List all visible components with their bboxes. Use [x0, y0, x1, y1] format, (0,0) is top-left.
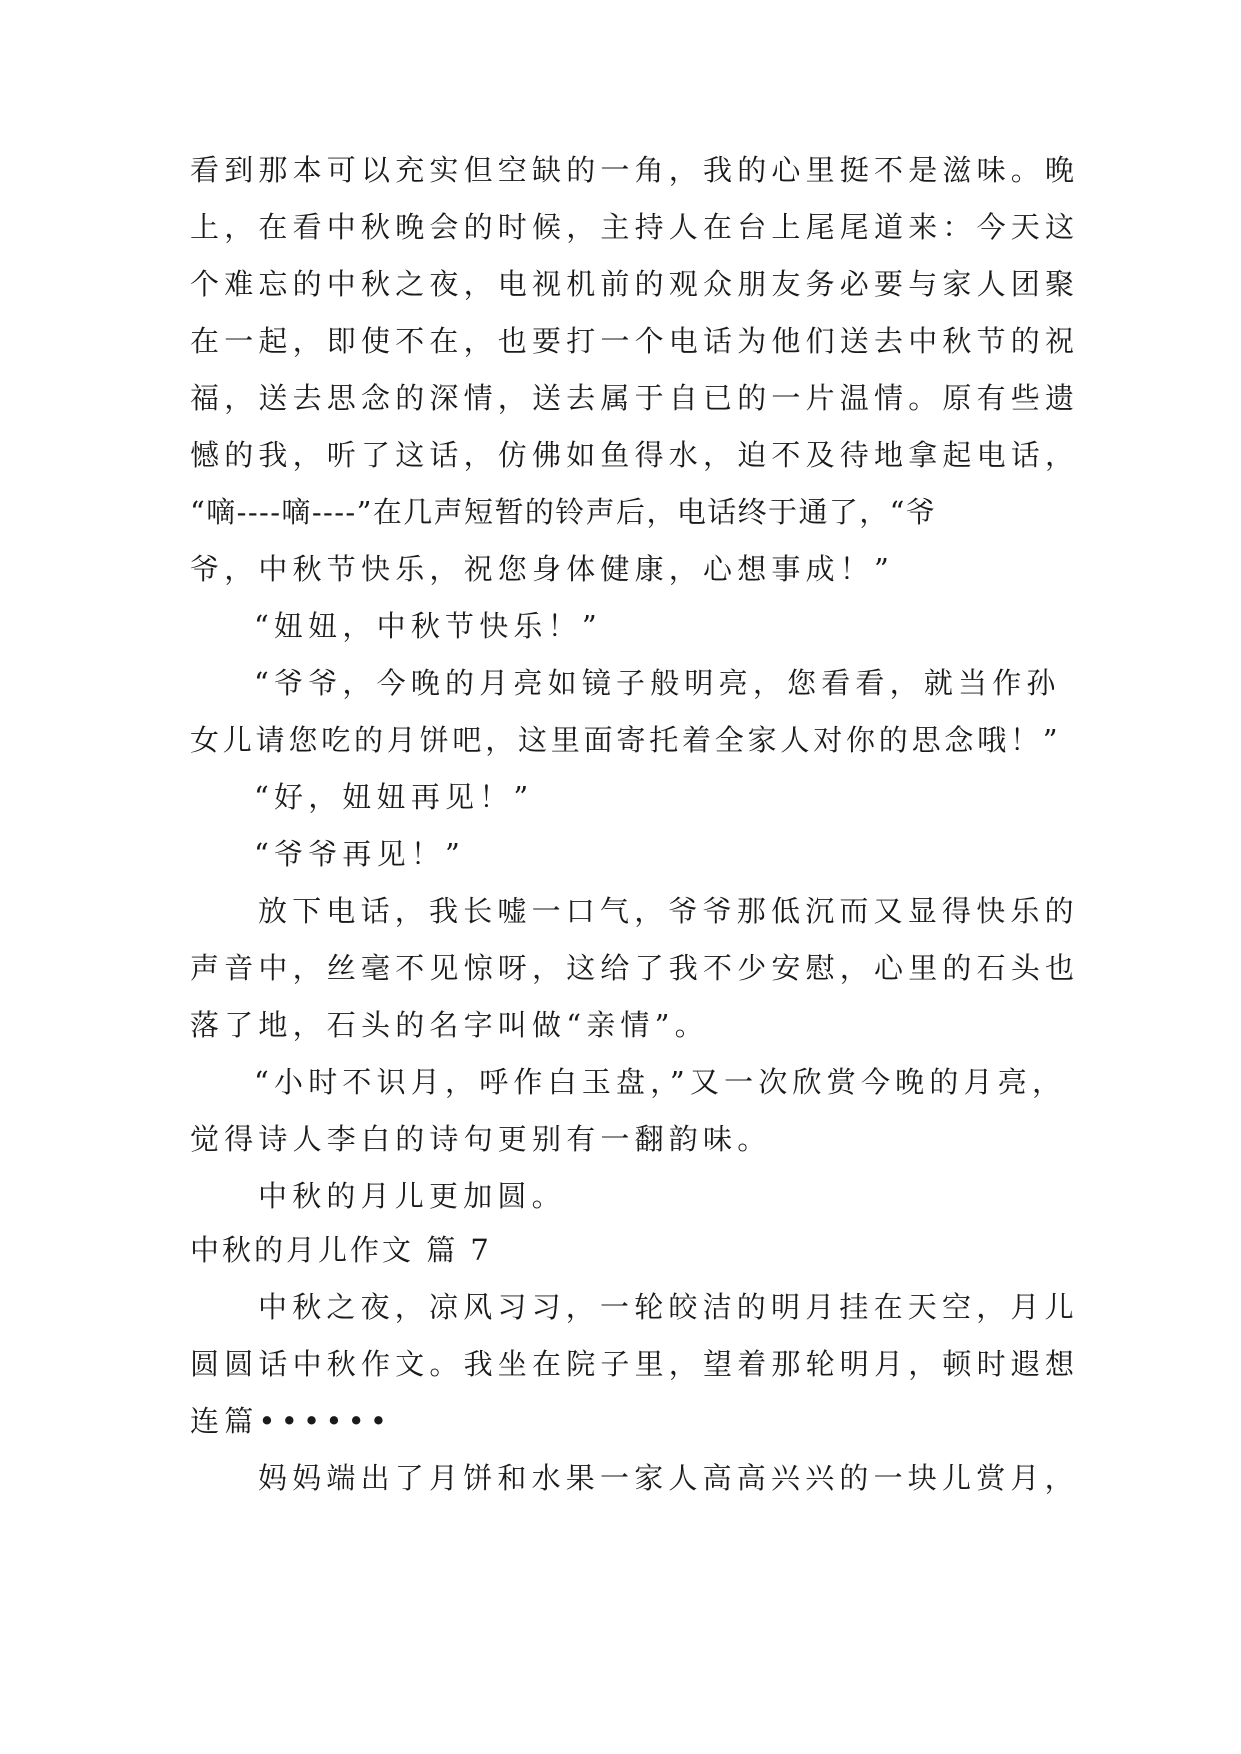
paragraph-line: 连篇••••••: [190, 1404, 393, 1438]
paragraph-line: 看到那本可以充实但空缺的一角，我的心里挺不是滋味。晚: [190, 153, 1080, 187]
paragraph-line: 觉得诗人李白的诗句更别有一翻韵味。: [190, 1122, 772, 1156]
paragraph-line: 个难忘的中秋之夜，电视机前的观众朋友务必要与家人团聚: [190, 267, 1080, 301]
paragraph-line: 福，送去思念的深情，送去属于自已的一片温情。原有些遗: [190, 381, 1080, 415]
dialogue-line: “妞妞，中秋节快乐！”: [254, 609, 602, 643]
paragraph-line: 妈妈端出了月饼和水果一家人高高兴兴的一块儿赏月，: [258, 1461, 1079, 1495]
paragraph-line: 上，在看中秋晚会的时候，主持人在台上尾尾道来：今天这: [190, 210, 1080, 244]
paragraph-line: 女儿请您吃的月饼吧，这里面寄托着全家人对你的思念哦！”: [190, 723, 1062, 757]
paragraph-line: 爷，中秋节快乐，祝您身体健康，心想事成！”: [190, 552, 895, 586]
dialogue-line: “爷爷，今晚的月亮如镜子般明亮，您看看，就当作孙: [254, 666, 1061, 700]
paragraph-line: 放下电话，我长嘘一口气，爷爷那低沉而又显得快乐的: [258, 894, 1079, 928]
paragraph-line: 中秋之夜，凉风习习，一轮皎洁的明月挂在天空，月儿: [258, 1290, 1079, 1324]
paragraph-line: “嘀----嘀----”在几声短暂的铃声后，电话终于通了，“爷: [190, 495, 937, 529]
paragraph-line: “小时不识月，呼作白玉盘，”又一次欣赏今晚的月亮，: [254, 1065, 1067, 1099]
paragraph-line: 在一起，即使不在，也要打一个电话为他们送去中秋节的祝: [190, 324, 1080, 358]
paragraph-line: 憾的我，听了这话，仿佛如鱼得水，迫不及待地拿起电话，: [190, 438, 1080, 472]
paragraph-line: 落了地，石头的名字叫做“亲情”。: [190, 1008, 709, 1042]
section-heading: 中秋的月儿作文 篇 7: [190, 1233, 492, 1267]
paragraph-line: 圆圆话中秋作文。我坐在院子里，望着那轮明月，顿时遐想: [190, 1347, 1080, 1381]
dialogue-line: “好，妞妞再见！”: [254, 780, 534, 814]
paragraph-line: 声音中，丝毫不见惊呀，这给了我不少安慰，心里的石头也: [190, 951, 1080, 985]
dialogue-line: “爷爷再见！”: [254, 837, 466, 871]
paragraph-line: 中秋的月儿更加圆。: [258, 1179, 566, 1213]
